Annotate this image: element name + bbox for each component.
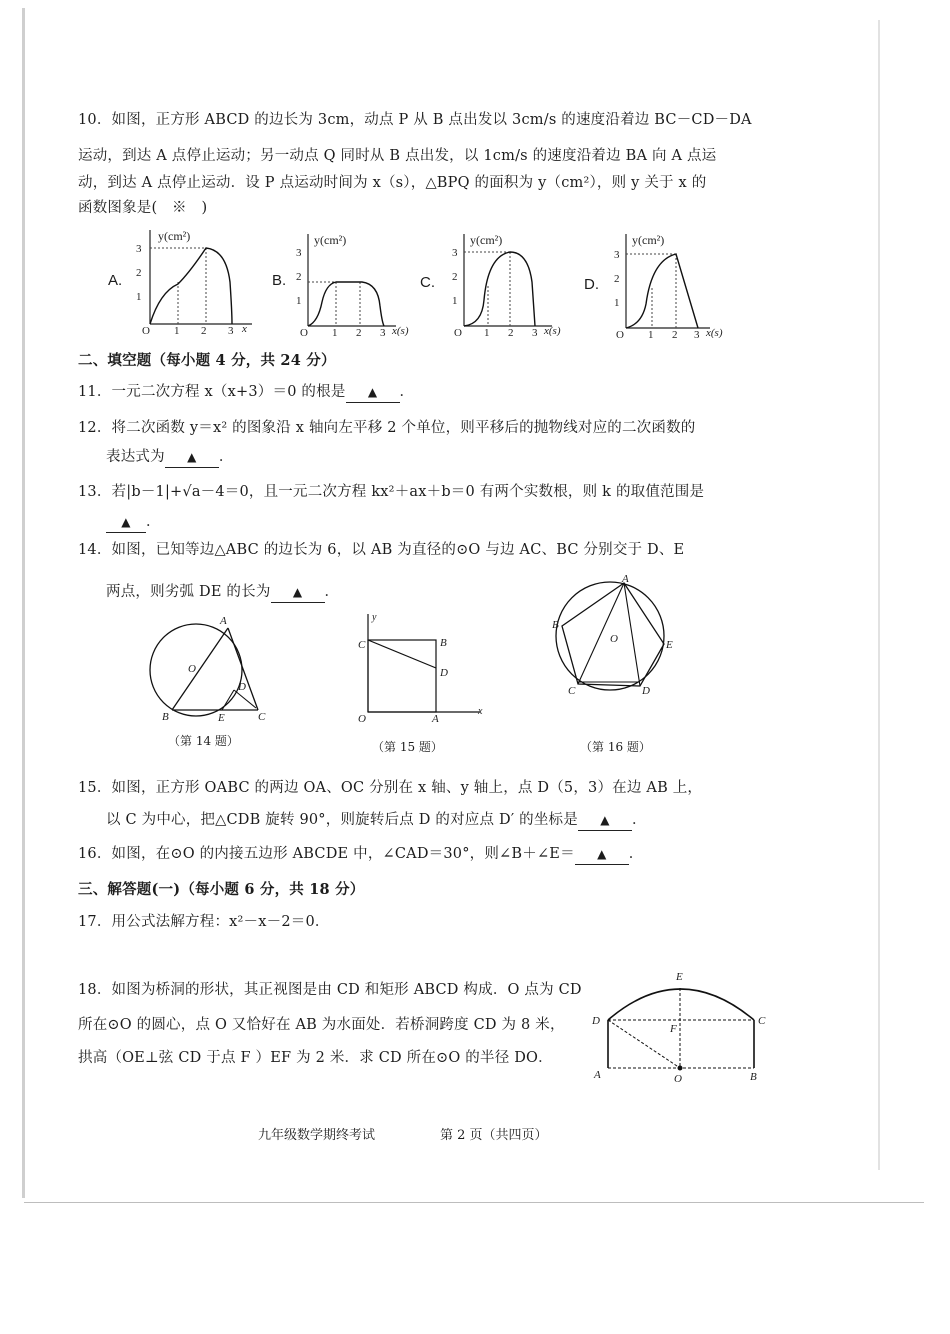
q15-blank: ▲ <box>578 810 632 831</box>
graph-d <box>606 226 736 338</box>
svg-text:D: D <box>592 1015 600 1027</box>
svg-text:x(s): x(s) <box>392 325 409 336</box>
graph-a-ylabel: y(cm²) <box>158 229 191 243</box>
svg-text:2: 2 <box>672 329 678 338</box>
q15-line2: 以 C 为中心，把△CDB 旋转 90°，则旋转后点 D 的对应点 D′ 的坐标是 ▲ ． <box>78 810 647 831</box>
svg-text:3: 3 <box>136 243 142 255</box>
q16-blank: ▲ <box>575 844 629 865</box>
q18-line3: 拱高（OE⊥弦 CD 于点 F ）EF 为 2 米．求 CD 所在⊙O 的半径 DO． <box>78 1050 553 1066</box>
q10-line4: 函数图象是( ※ ) <box>78 200 208 216</box>
svg-text:A: A <box>220 615 227 627</box>
q10-line1: 10．如图，正方形 ABCD 的边长为 3cm，动点 P 从 B 点出发以 3cm/s 的速度沿着边 BC－CD－DA <box>78 112 752 128</box>
svg-text:x(s): x(s) <box>544 325 561 336</box>
figure-14 <box>138 612 278 722</box>
caption-16: （第 16 题） <box>580 740 651 754</box>
svg-text:O: O <box>142 325 150 334</box>
q10-line2: 运动，到达 A 点停止运动；另一动点 Q 同时从 B 点出发，以 1cm/s 的速度沿着边 BA 向 A 点运 <box>78 148 717 164</box>
section-2-heading: 二、填空题（每小题 4 分，共 24 分） <box>78 352 336 369</box>
svg-text:1: 1 <box>332 327 338 336</box>
svg-text:O: O <box>188 663 196 675</box>
graph-b <box>292 226 422 336</box>
q14-line2: 两点，则劣弧 DE 的长为 ▲ ． <box>78 582 339 603</box>
graph-a <box>130 222 260 334</box>
svg-text:F: F <box>670 1023 677 1035</box>
svg-text:1: 1 <box>452 295 458 307</box>
svg-text:1: 1 <box>614 297 620 309</box>
q14-line1: 14．如图，已知等边△ABC 的边长为 6，以 AB 为直径的⊙O 与边 AC、BC 分别交于 D、E <box>78 542 685 558</box>
q16: 16．如图，在⊙O 的内接五边形 ABCDE 中，∠CAD＝30°，则∠B＋∠E＝ ▲ ． <box>78 844 644 865</box>
q11: 11．一元二次方程 x（x+3）＝0 的根是 ▲ ． <box>78 382 414 403</box>
scan-edge-right <box>878 20 880 1170</box>
q18-line1: 18．如图为桥洞的形状，其正视图是由 CD 和矩形 ABCD 构成．O 点为 CD <box>78 982 582 998</box>
svg-text:2: 2 <box>452 271 458 283</box>
svg-text:y(cm²): y(cm²) <box>632 233 665 247</box>
svg-text:1: 1 <box>136 291 142 303</box>
svg-text:3: 3 <box>380 327 386 336</box>
svg-text:3: 3 <box>228 325 234 334</box>
figure-18 <box>586 966 776 1086</box>
svg-text:D: D <box>440 667 448 679</box>
q12-line1: 12．将二次函数 y＝x² 的图象沿 x 轴向左平移 2 个单位，则平移后的抛物线对应的二次函数的 <box>78 420 696 436</box>
svg-text:3: 3 <box>296 247 302 259</box>
svg-text:y(cm²): y(cm²) <box>314 233 347 247</box>
svg-text:E: E <box>666 639 673 651</box>
footer-exam-title: 九年级数学期终考试 <box>258 1128 376 1143</box>
q15-line1: 15．如图，正方形 OABC 的两边 OA、OC 分别在 x 轴、y 轴上，点 D（5，3）在边 AB 上， <box>78 780 703 796</box>
option-c-label: C. <box>420 274 435 291</box>
svg-text:x: x <box>242 323 247 334</box>
svg-text:2: 2 <box>508 327 514 336</box>
q18-line2: 所在⊙O 的圆心，点 O 又恰好在 AB 为水面处．若桥洞跨度 CD 为 8 米， <box>78 1017 565 1033</box>
svg-text:O: O <box>300 327 308 336</box>
svg-text:2: 2 <box>296 271 302 283</box>
svg-text:2: 2 <box>201 325 207 334</box>
svg-text:A: A <box>432 713 439 725</box>
q13-line1: 13．若|b－1|+√a－4＝0，且一元二次方程 kx²＋ax＋b＝0 有两个实数根，则 k 的取值范围是 <box>78 484 705 500</box>
svg-text:B: B <box>162 711 169 722</box>
svg-text:D: D <box>238 681 246 693</box>
svg-text:O: O <box>610 633 618 645</box>
svg-text:2: 2 <box>614 273 620 285</box>
svg-text:B: B <box>750 1071 757 1083</box>
svg-text:2: 2 <box>136 267 142 279</box>
section-3-heading: 三、解答题(一)（每小题 6 分，共 18 分） <box>78 881 365 898</box>
q10-line3: 动，到达 A 点停止运动．设 P 点运动时间为 x（s），△BPQ 的面积为 y（cm²），则 y 关于 x 的 <box>78 175 707 191</box>
svg-text:3: 3 <box>694 329 700 338</box>
svg-text:2: 2 <box>356 327 362 336</box>
page-bottom-edge <box>24 1202 924 1203</box>
svg-text:O: O <box>674 1073 682 1085</box>
figure-15 <box>350 610 490 726</box>
q14-blank: ▲ <box>271 582 325 603</box>
option-d-label: D. <box>584 276 599 293</box>
svg-text:1: 1 <box>648 329 654 338</box>
q12-line2: 表达式为 ▲ ． <box>78 447 234 468</box>
svg-text:C: C <box>568 685 576 696</box>
svg-text:C: C <box>358 639 366 651</box>
caption-14: （第 14 题） <box>168 734 239 748</box>
svg-text:3: 3 <box>532 327 538 336</box>
svg-text:y: y <box>372 612 377 623</box>
svg-text:3: 3 <box>452 247 458 259</box>
svg-text:C: C <box>258 711 266 722</box>
graph-c <box>444 226 574 336</box>
svg-text:B: B <box>440 637 447 649</box>
svg-text:A: A <box>622 574 629 585</box>
caption-15: （第 15 题） <box>372 740 443 754</box>
footer-page-number: 第 2 页（共四页） <box>440 1128 548 1143</box>
scan-edge-left <box>22 8 25 1198</box>
q13-line2: ▲ ． <box>78 512 161 533</box>
svg-text:E: E <box>676 971 683 983</box>
svg-text:1: 1 <box>484 327 490 336</box>
q13-blank: ▲ <box>106 512 146 533</box>
svg-text:A: A <box>594 1069 601 1081</box>
q17: 17．用公式法解方程：x²－x－2＝0． <box>78 914 330 930</box>
svg-text:1: 1 <box>174 325 180 334</box>
svg-text:D: D <box>642 685 650 696</box>
svg-text:3: 3 <box>614 249 620 261</box>
option-a-label: A. <box>108 272 123 289</box>
svg-text:O: O <box>358 713 366 725</box>
q11-blank: ▲ <box>346 382 400 403</box>
svg-text:x(s): x(s) <box>706 327 723 338</box>
option-b-label: B. <box>272 272 287 289</box>
svg-text:C: C <box>758 1015 766 1027</box>
svg-text:O: O <box>454 327 462 336</box>
svg-text:O: O <box>616 329 624 338</box>
figure-16 <box>548 574 678 696</box>
svg-text:x: x <box>478 706 483 717</box>
svg-text:E: E <box>218 712 225 722</box>
svg-text:B: B <box>552 619 559 631</box>
svg-text:y(cm²): y(cm²) <box>470 233 503 247</box>
svg-text:1: 1 <box>296 295 302 307</box>
q12-blank: ▲ <box>165 447 219 468</box>
